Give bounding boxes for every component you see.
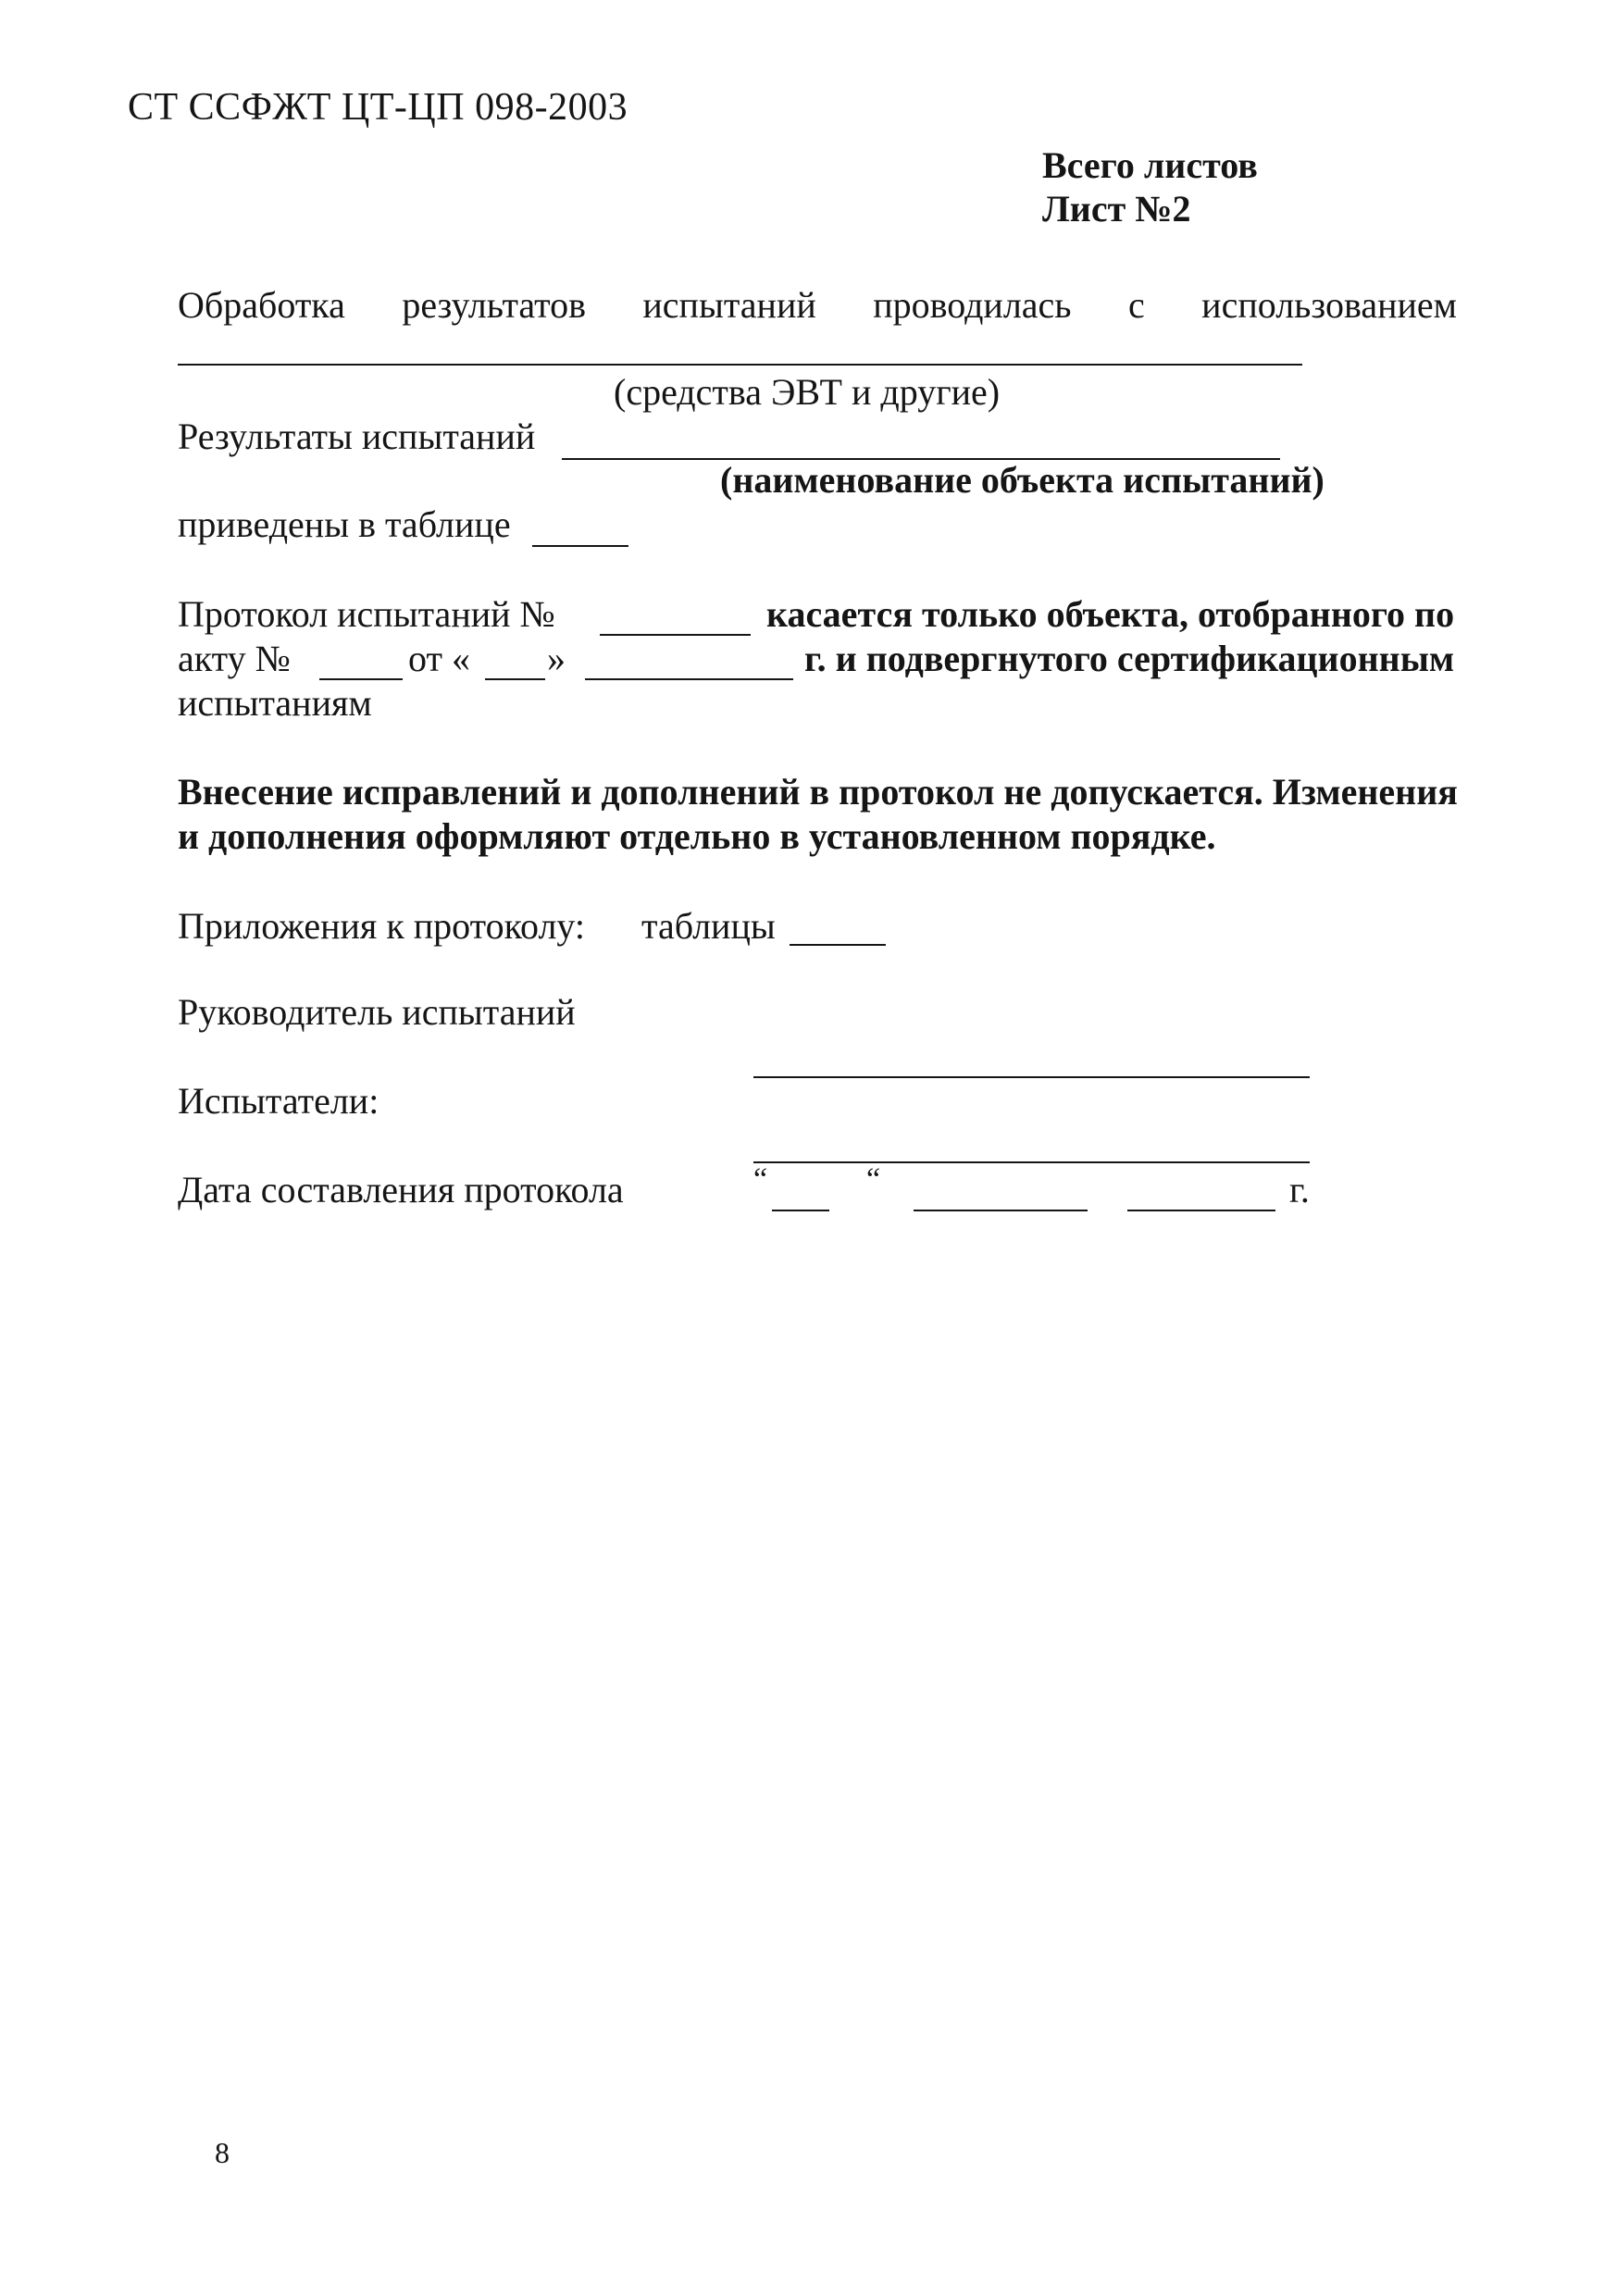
act-number-blank bbox=[319, 678, 403, 680]
processing-word: проводилась bbox=[873, 284, 1072, 326]
sheet-info bbox=[1042, 143, 1258, 230]
test-object-caption: (наименование объекта испытаний) bbox=[720, 459, 1325, 501]
document-code: СТ ССФЖТ ЦТ-ЦП 098-2003 bbox=[128, 86, 628, 129]
processing-word: Обработка bbox=[178, 284, 345, 326]
results-label: Результаты испытаний bbox=[178, 416, 536, 457]
test-head-signature-line bbox=[753, 1076, 1310, 1078]
sheet-number-label: Лист №2 bbox=[1042, 188, 1191, 230]
date-year-blank bbox=[1127, 1210, 1275, 1211]
act-certification-text: г. и подвергнутого сертификационным bbox=[804, 638, 1455, 679]
testers-signature-line bbox=[753, 1161, 1310, 1163]
act-date-prefix: от « bbox=[408, 638, 470, 679]
corrections-line-1: Внесение исправлений и дополнений в протокол не допускается. Изменения bbox=[178, 771, 1458, 813]
processing-word: испытаний bbox=[642, 284, 816, 326]
protocol-scope-text: касается только объекта, отобранного по bbox=[766, 593, 1455, 635]
processing-word: с bbox=[1127, 284, 1145, 326]
date-month-blank bbox=[914, 1210, 1088, 1211]
protocol-number-label: Протокол испытаний № bbox=[178, 593, 555, 635]
date-quote-close: “ bbox=[866, 1162, 881, 1197]
attachments-tables-label: таблицы bbox=[641, 905, 776, 947]
results-table-blank bbox=[532, 545, 628, 547]
page-number: 8 bbox=[215, 2136, 230, 2169]
act-number-label: акту № bbox=[178, 638, 291, 679]
act-date-quote: » bbox=[547, 638, 566, 679]
date-day-blank bbox=[772, 1210, 829, 1211]
processing-means-blank bbox=[178, 364, 1302, 366]
date-year-suffix: г. bbox=[1289, 1169, 1310, 1210]
protocol-date-label: Дата составления протокола bbox=[178, 1169, 624, 1210]
testers-label: Испытатели: bbox=[178, 1080, 379, 1122]
attachments-label: Приложения к протоколу: bbox=[178, 905, 586, 947]
act-month-blank bbox=[585, 678, 793, 680]
test-head-label: Руководитель испытаний bbox=[178, 991, 576, 1033]
processing-means-caption: (средства ЭВТ и другие) bbox=[614, 371, 1001, 413]
date-quote-open: “ bbox=[753, 1162, 768, 1197]
protocol-number-blank bbox=[600, 634, 751, 636]
processing-word: результатов bbox=[402, 284, 586, 326]
attachments-tables-blank bbox=[790, 944, 886, 946]
protocol-tests-word: испытаниям bbox=[178, 682, 372, 724]
processing-line bbox=[178, 283, 1457, 327]
act-day-blank bbox=[485, 678, 545, 680]
results-table-label: приведены в таблице bbox=[178, 503, 511, 545]
total-sheets-label: Всего листов bbox=[1042, 144, 1258, 186]
corrections-line-2: и дополнения оформляют отдельно в установленном порядке. bbox=[178, 815, 1216, 857]
processing-word: использованием bbox=[1201, 284, 1457, 326]
